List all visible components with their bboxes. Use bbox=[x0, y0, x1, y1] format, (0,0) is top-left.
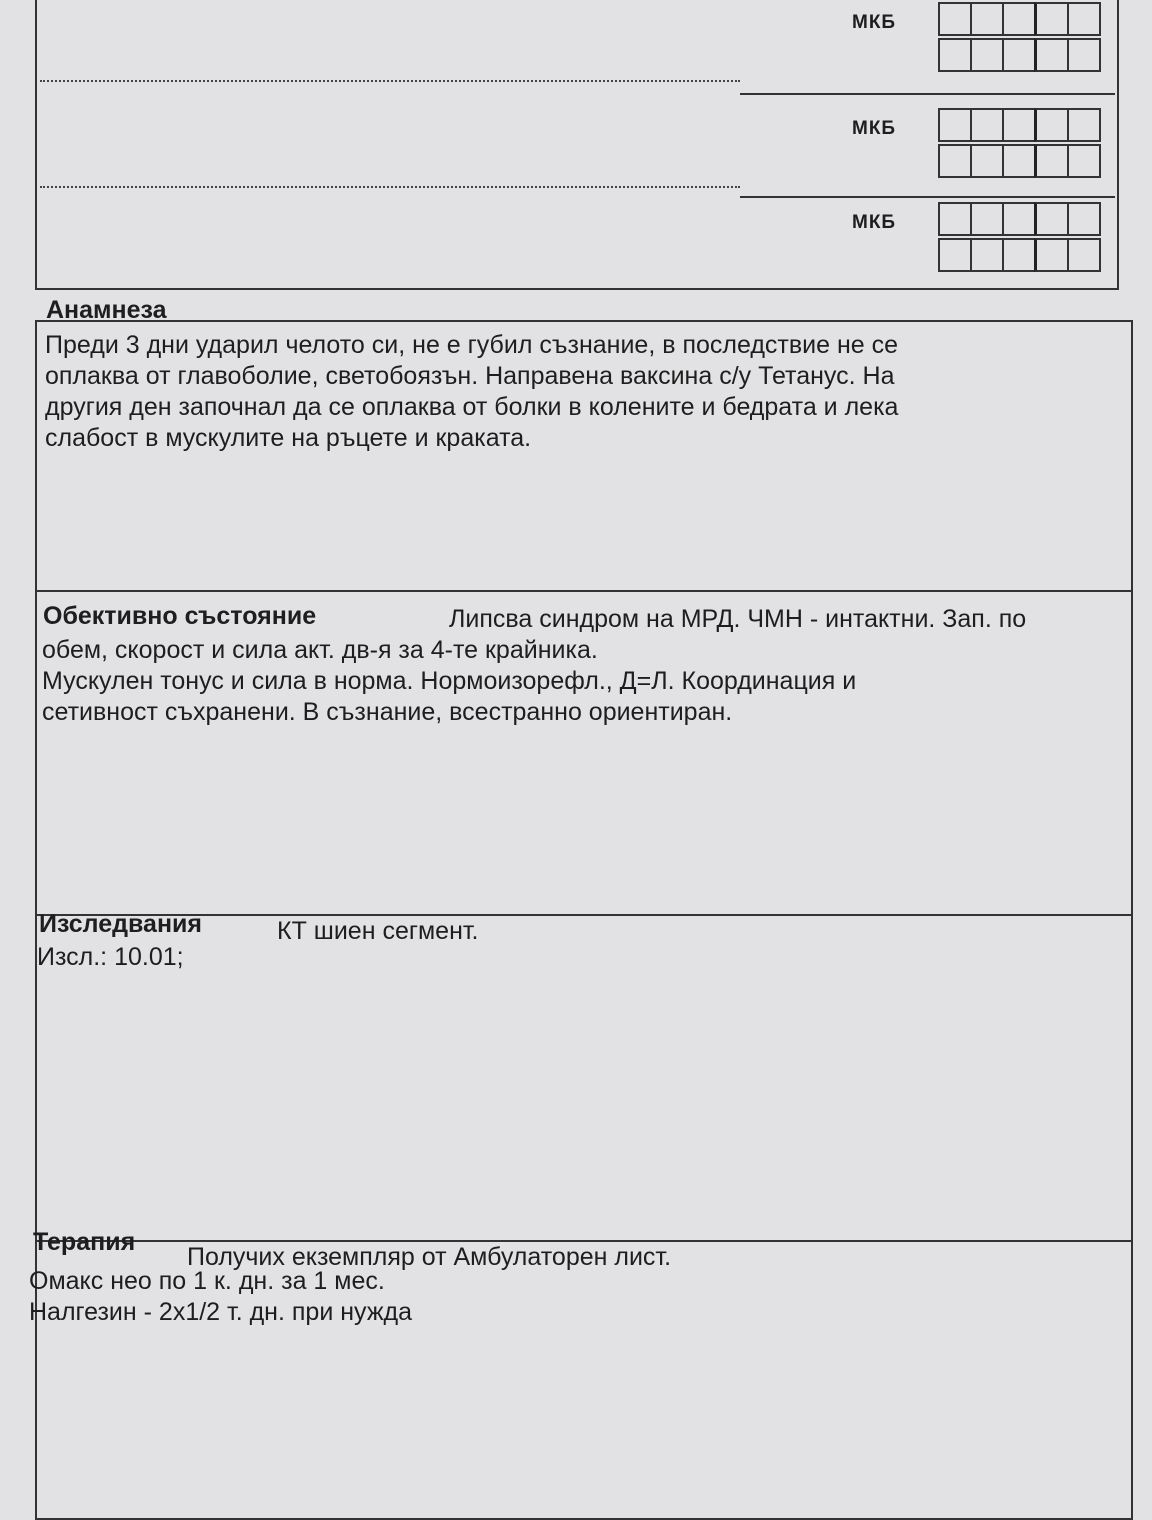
divider-2 bbox=[740, 196, 1115, 198]
code-cell bbox=[1067, 2, 1101, 36]
anamnesis-box bbox=[35, 320, 1133, 592]
therapy-text: Омакс нео по 1 к. дн. за 1 мес. Налгезин - 2х1/2 т. дн. при нужда bbox=[29, 1267, 413, 1326]
code-cell bbox=[938, 238, 972, 272]
code-cell bbox=[970, 238, 1004, 272]
code-cell bbox=[1034, 144, 1069, 178]
code-cell bbox=[938, 202, 972, 236]
code-cell bbox=[1002, 108, 1036, 142]
code-cell bbox=[970, 108, 1004, 142]
mkb-code-field-1-1[interactable] bbox=[938, 2, 1099, 36]
code-cell bbox=[970, 38, 1004, 72]
code-cell bbox=[1034, 38, 1069, 72]
investigations-title: Изследвания bbox=[39, 910, 203, 938]
objective-first-line: Липсва синдром на МРД. ЧМН - интактни. Зап. по bbox=[449, 605, 1027, 633]
mkb-code-field-3-2[interactable] bbox=[938, 238, 1099, 272]
code-cell bbox=[1067, 38, 1101, 72]
code-cell bbox=[1002, 2, 1036, 36]
code-cell bbox=[938, 2, 972, 36]
code-cell bbox=[1002, 38, 1036, 72]
objective-title: Обективно състояние bbox=[43, 602, 317, 630]
anamnesis-title: Анамнеза bbox=[46, 296, 167, 324]
code-cell bbox=[1034, 202, 1069, 236]
dotted-line-1 bbox=[40, 80, 740, 82]
investigations-first-line: КТ шиен сегмент. bbox=[277, 917, 479, 945]
code-cell bbox=[970, 2, 1004, 36]
code-cell bbox=[1067, 108, 1101, 142]
anamnesis-text: Преди 3 дни ударил челото си, не е губил съзнание, в последствие не се оплаква от главоболие, светобоязън. Направена ваксина с/у Тетанус. На другия ден започнал да се оплаква от болки в колените и бедрата и лека слабост в мускулите на ръцете и краката. bbox=[45, 331, 899, 452]
mkb-label-3: МКБ bbox=[852, 212, 897, 233]
therapy-first-line: Получих екземпляр от Амбулаторен лист. bbox=[187, 1243, 672, 1271]
code-cell bbox=[938, 144, 972, 178]
code-cell bbox=[1034, 108, 1069, 142]
code-cell bbox=[1067, 238, 1101, 272]
code-cell bbox=[1034, 2, 1069, 36]
code-cell bbox=[970, 202, 1004, 236]
therapy-box bbox=[29, 1228, 1133, 1520]
code-cell bbox=[1002, 144, 1036, 178]
code-cell bbox=[1034, 238, 1069, 272]
code-cell bbox=[1067, 202, 1101, 236]
code-cell bbox=[1002, 238, 1036, 272]
mkb-label-1: МКБ bbox=[852, 12, 897, 33]
investigations-text: Изсл.: 10.01; bbox=[37, 943, 184, 971]
dotted-line-2 bbox=[40, 186, 740, 188]
code-cell bbox=[1002, 202, 1036, 236]
objective-text: обем, скорост и сила акт. дв-я за 4-те крайника. Мускулен тонус и сила в норма. Нормоизорефл., Д=Л. Координация и сетивност съхранени. В съзнание, всестранно ориентиран. bbox=[42, 636, 857, 726]
code-cell bbox=[1067, 144, 1101, 178]
mkb-code-field-3-1[interactable] bbox=[938, 202, 1099, 236]
divider-1 bbox=[740, 93, 1115, 95]
code-cell bbox=[938, 38, 972, 72]
therapy-title: Терапия bbox=[33, 1228, 136, 1256]
mkb-label-2: МКБ bbox=[852, 118, 897, 139]
mkb-code-field-1-2[interactable] bbox=[938, 38, 1099, 72]
mkb-code-field-2-1[interactable] bbox=[938, 108, 1099, 142]
mkb-code-field-2-2[interactable] bbox=[938, 144, 1099, 178]
code-cell bbox=[970, 144, 1004, 178]
investigations-box bbox=[35, 910, 1133, 1242]
objective-box bbox=[35, 590, 1133, 916]
code-cell bbox=[938, 108, 972, 142]
